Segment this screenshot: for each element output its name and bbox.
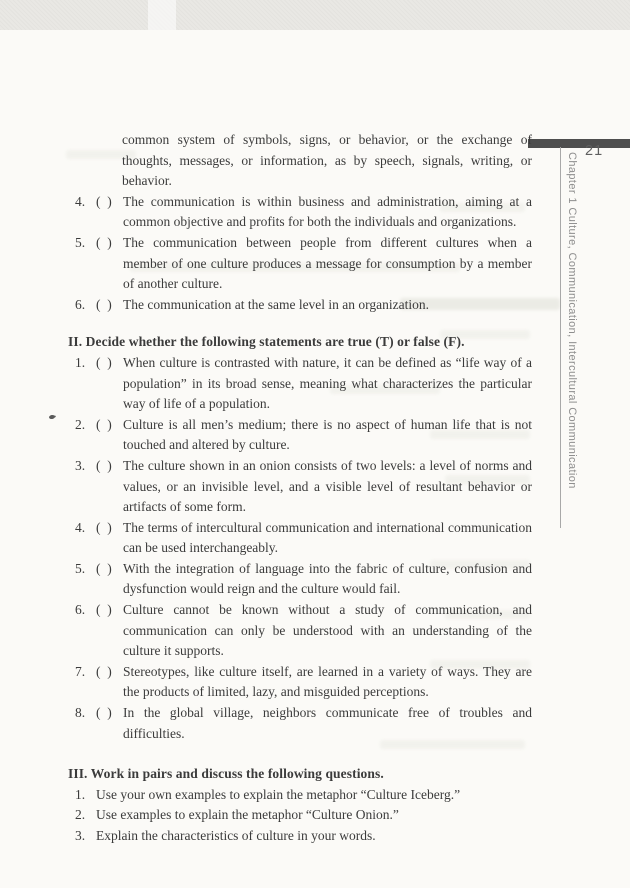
scan-edge-band	[0, 0, 630, 30]
item-number: 5.	[75, 234, 86, 250]
item-text: Use examples to explain the metaphor “Culture Onion.”	[96, 807, 399, 823]
answer-blank: ( )	[96, 296, 112, 312]
exercise-item	[75, 353, 532, 415]
exercise-item	[75, 703, 532, 744]
item-number: 4.	[75, 519, 86, 535]
item-number: 2.	[75, 416, 86, 432]
page-number: 21	[585, 143, 604, 159]
discussion-question	[75, 785, 532, 806]
answer-blank: ( )	[96, 705, 112, 721]
item-number: 6.	[75, 602, 86, 618]
item-number: 7.	[75, 663, 86, 679]
item-text: Culture is all men’s medium; there is no aspect of human life that is not touched and altered by culture.	[123, 416, 532, 453]
page-content	[0, 130, 532, 847]
exercise-item	[75, 662, 532, 703]
scan-edge-notch	[148, 0, 176, 30]
item-text: With the integration of language into the fabric of culture, confusion and dysfunction would reign and the culture would fail.	[123, 560, 532, 597]
item-number: 1.	[75, 354, 86, 370]
sidebar-divider	[560, 147, 561, 528]
answer-blank: ( )	[96, 602, 112, 618]
exercise-item	[75, 192, 532, 233]
item-text: The communication at the same level in an organization.	[123, 296, 430, 312]
discussion-question	[75, 805, 532, 826]
item-number: 2.	[75, 807, 86, 823]
item-text: Culture cannot be known without a study of communication, and communication can only be understood with an understanding of the culture it supports.	[123, 602, 532, 659]
answer-blank: ( )	[96, 354, 112, 370]
item-number: 6.	[75, 296, 86, 312]
item-text: The terms of intercultural communication and international communication can be used interchangeably.	[123, 519, 532, 556]
exercise-item	[75, 518, 532, 559]
answer-blank: ( )	[96, 416, 112, 432]
section-heading-discussion: III. Work in pairs and discuss the following questions.	[68, 766, 384, 782]
discussion-question	[75, 826, 532, 847]
item-text: The communication between people from different cultures when a member of one culture produces a message for consumption by a member of another culture.	[123, 234, 532, 292]
item-number: 5.	[75, 560, 86, 576]
exercise-item	[75, 559, 532, 600]
item-number: 4.	[75, 193, 86, 209]
item-text: When culture is contrasted with nature, it can be defined as “life way of a population” in its broad sense, meaning what characterizes the particular way of life of a population.	[123, 354, 532, 412]
item-text: The communication is within business and administration, aiming at a common objective and profits for both the individuals and organizations.	[123, 193, 532, 230]
exercise-item	[75, 456, 532, 518]
item-number: 3.	[75, 828, 86, 843]
answer-blank: ( )	[96, 663, 112, 679]
item-text: Explain the characteristics of culture in your words.	[96, 828, 376, 843]
chapter-sidebar-label: Chapter 1 Culture, Communication, Intercultural Communication	[566, 152, 578, 489]
answer-blank: ( )	[96, 457, 112, 473]
answer-blank: ( )	[96, 193, 112, 209]
item-text: In the global village, neighbors communicate free of troubles and difficulties.	[123, 705, 532, 741]
answer-blank: ( )	[96, 234, 112, 250]
item-number: 3.	[75, 457, 86, 473]
exercise-item	[75, 600, 532, 662]
item-text: The culture shown in an onion consists of two levels: a level of norms and values, or an invisible level, and a visible level of resultant behavior or artifacts of some form.	[123, 457, 532, 515]
answer-blank: ( )	[96, 519, 112, 535]
item-text: Use your own examples to explain the metaphor “Culture Iceberg.”	[96, 786, 461, 802]
answer-blank: ( )	[96, 560, 112, 576]
item-text: Stereotypes, like culture itself, are learned in a variety of ways. They are the products of limited, lazy, and misguided perceptions.	[123, 663, 532, 700]
scan-dark-bar	[528, 139, 630, 148]
exercise-item	[75, 415, 532, 456]
item-number: 1.	[75, 786, 86, 802]
paragraph-continuation: common system of symbols, signs, or behavior, or the exchange of thoughts, messages, or information, as by speech, signals, writing, or behavior.	[122, 132, 532, 189]
section-heading-true-false: II. Decide whether the following statements are true (T) or false (F).	[68, 334, 465, 350]
item-number: 8.	[75, 705, 86, 721]
exercise-item	[75, 233, 532, 295]
exercise-item	[75, 295, 532, 316]
